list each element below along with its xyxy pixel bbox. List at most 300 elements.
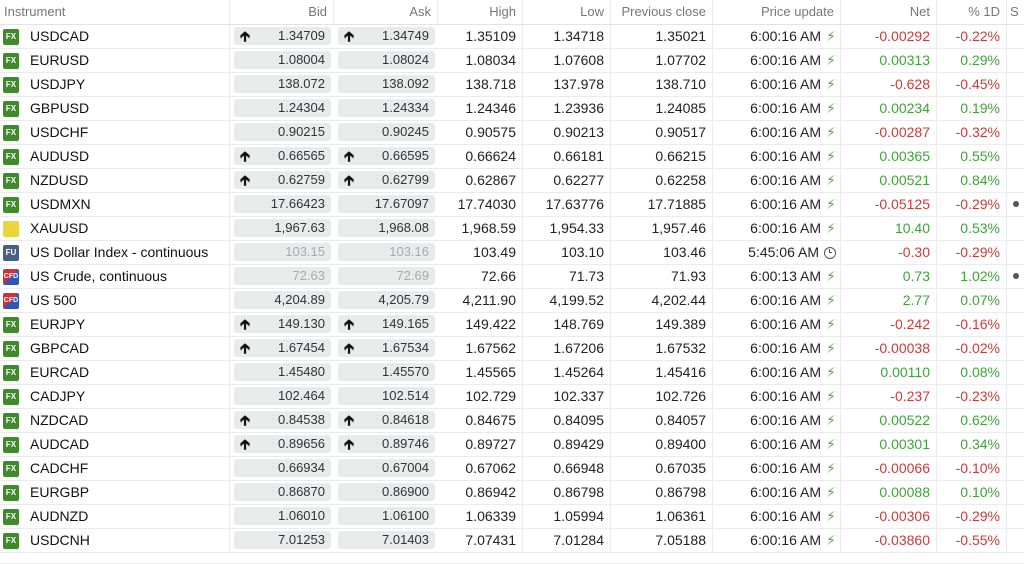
ask-quote-box[interactable] <box>338 339 435 357</box>
instrument-cell[interactable] <box>0 73 230 96</box>
ask-quote-box[interactable] <box>338 27 435 45</box>
extra-cell <box>1007 25 1024 48</box>
instrument-name: US Dollar Index - continuous <box>30 244 209 260</box>
ask-quote-box[interactable] <box>338 315 435 333</box>
ask-value: 1,968.08 <box>378 220 429 235</box>
ask-quote-box[interactable] <box>338 75 435 93</box>
bid-quote-box[interactable] <box>234 99 331 117</box>
bid-cell[interactable] <box>230 169 334 192</box>
instrument-cell[interactable] <box>0 217 230 240</box>
ask-cell[interactable] <box>334 505 438 528</box>
ask-quote-box[interactable] <box>338 387 435 405</box>
ask-cell[interactable] <box>334 49 438 72</box>
up-arrow-icon: 🡱 <box>344 148 355 164</box>
low-value: 0.84095 <box>523 409 611 432</box>
rows-container <box>0 25 1024 553</box>
col-header-low[interactable]: Low <box>523 0 611 24</box>
bid-quote-box[interactable] <box>234 267 331 285</box>
bid-cell[interactable] <box>230 289 334 312</box>
price-update-cell <box>713 217 841 240</box>
ask-quote-box[interactable] <box>338 123 435 141</box>
bolt-icon: ⚡︎ <box>826 436 836 452</box>
previous-close-value: 0.86798 <box>611 481 713 504</box>
extra-cell <box>1007 289 1024 312</box>
price-update-time: 6:00:16 AM <box>750 100 821 116</box>
high-value: 1.35109 <box>438 25 523 48</box>
pct-change-value: 0.07% <box>937 289 1007 312</box>
bid-quote-box[interactable] <box>234 171 331 189</box>
cfd-badge-icon: CFD <box>3 269 19 285</box>
bid-quote-box[interactable] <box>234 195 331 213</box>
instrument-cell[interactable] <box>0 433 230 456</box>
extra-cell <box>1007 457 1024 480</box>
up-arrow-icon: 🡱 <box>240 28 251 44</box>
table-row[interactable] <box>0 409 1024 433</box>
instrument-cell[interactable] <box>0 145 230 168</box>
up-arrow-icon: 🡱 <box>344 28 355 44</box>
extra-cell <box>1007 529 1024 552</box>
bid-cell[interactable] <box>230 505 334 528</box>
ask-value: 4,205.79 <box>378 292 429 307</box>
table-row[interactable] <box>0 49 1024 73</box>
table-row[interactable] <box>0 265 1024 289</box>
extra-cell <box>1007 385 1024 408</box>
pct-change-value: -0.29% <box>937 241 1007 264</box>
bid-cell[interactable] <box>230 457 334 480</box>
price-update-time: 6:00:16 AM <box>750 28 821 44</box>
pct-change-value: -0.29% <box>937 505 1007 528</box>
ask-cell[interactable] <box>334 73 438 96</box>
pct-change-value: -0.45% <box>937 73 1007 96</box>
col-header-price-update[interactable]: Price update <box>713 0 841 24</box>
bid-cell[interactable] <box>230 241 334 264</box>
ask-cell[interactable] <box>334 361 438 384</box>
high-value: 103.49 <box>438 241 523 264</box>
ask-quote-box[interactable] <box>338 171 435 189</box>
ask-value: 0.62799 <box>382 172 429 187</box>
ask-cell[interactable] <box>334 169 438 192</box>
ask-cell[interactable] <box>334 433 438 456</box>
bid-cell[interactable] <box>230 145 334 168</box>
instrument-cell[interactable] <box>0 457 230 480</box>
previous-close-value: 7.05188 <box>611 529 713 552</box>
ask-cell[interactable] <box>334 289 438 312</box>
bid-value: 72.63 <box>292 268 325 283</box>
high-value: 0.89727 <box>438 433 523 456</box>
pct-change-value: -0.32% <box>937 121 1007 144</box>
pct-change-value: 0.84% <box>937 169 1007 192</box>
low-value: 0.89429 <box>523 433 611 456</box>
table-row[interactable] <box>0 361 1024 385</box>
net-change-value: 0.00365 <box>841 145 937 168</box>
up-arrow-icon: 🡱 <box>240 412 251 428</box>
net-change-value: 0.00522 <box>841 409 937 432</box>
price-update-time: 6:00:16 AM <box>750 460 821 476</box>
instrument-cell[interactable] <box>0 169 230 192</box>
net-change-value: -0.00066 <box>841 457 937 480</box>
bid-quote-box[interactable] <box>234 75 331 93</box>
bid-quote-box[interactable] <box>234 51 331 69</box>
ask-quote-box[interactable] <box>338 531 435 549</box>
bid-quote-box[interactable] <box>234 483 331 501</box>
net-change-value: 0.00313 <box>841 49 937 72</box>
instrument-cell[interactable] <box>0 97 230 120</box>
table-row[interactable] <box>0 217 1024 241</box>
price-update-time: 6:00:16 AM <box>750 412 821 428</box>
bid-cell[interactable] <box>230 265 334 288</box>
table-row[interactable] <box>0 145 1024 169</box>
price-update-cell <box>713 481 841 504</box>
pct-change-value: 0.08% <box>937 361 1007 384</box>
bid-cell[interactable] <box>230 49 334 72</box>
instrument-name: EURJPY <box>30 316 86 332</box>
col-header-ask[interactable]: Ask <box>334 0 438 24</box>
col-header-bid[interactable]: Bid <box>230 0 334 24</box>
price-update-time: 6:00:16 AM <box>750 292 821 308</box>
extra-cell <box>1007 169 1024 192</box>
instrument-name: GBPCAD <box>30 340 90 356</box>
ask-quote-box[interactable] <box>338 507 435 525</box>
net-change-value: 0.00301 <box>841 433 937 456</box>
ask-cell[interactable] <box>334 313 438 336</box>
net-change-value: 0.73 <box>841 265 937 288</box>
net-change-value: -0.00292 <box>841 25 937 48</box>
previous-close-value: 4,202.44 <box>611 289 713 312</box>
low-value: 17.63776 <box>523 193 611 216</box>
previous-close-value: 0.90517 <box>611 121 713 144</box>
bid-quote-box[interactable] <box>234 27 331 45</box>
table-row[interactable] <box>0 313 1024 337</box>
table-row[interactable] <box>0 481 1024 505</box>
ask-cell[interactable] <box>334 337 438 360</box>
bid-cell[interactable] <box>230 433 334 456</box>
bid-cell[interactable] <box>230 385 334 408</box>
ask-value: 103.16 <box>389 244 429 259</box>
previous-close-value: 0.84057 <box>611 409 713 432</box>
instrument-cell[interactable] <box>0 241 230 264</box>
ask-value: 17.67097 <box>374 196 429 211</box>
fx-badge-icon: FX <box>3 149 19 165</box>
bid-cell[interactable] <box>230 481 334 504</box>
bid-quote-box[interactable] <box>234 411 331 429</box>
low-value: 1.45264 <box>523 361 611 384</box>
table-row[interactable] <box>0 169 1024 193</box>
instrument-cell[interactable] <box>0 49 230 72</box>
bid-quote-box[interactable] <box>234 291 331 309</box>
price-update-time: 6:00:16 AM <box>750 148 821 164</box>
bid-quote-box[interactable] <box>234 459 331 477</box>
high-value: 0.84675 <box>438 409 523 432</box>
bolt-icon: ⚡︎ <box>826 316 836 332</box>
instrument-name: AUDUSD <box>30 148 90 164</box>
up-arrow-icon: 🡱 <box>240 316 251 332</box>
ask-quote-box[interactable] <box>338 267 435 285</box>
price-update-cell <box>713 25 841 48</box>
price-update-cell <box>713 337 841 360</box>
bid-quote-box[interactable] <box>234 123 331 141</box>
instrument-cell[interactable] <box>0 481 230 504</box>
bid-cell[interactable] <box>230 121 334 144</box>
ask-value: 72.69 <box>396 268 429 283</box>
bid-cell[interactable] <box>230 529 334 552</box>
instrument-name: NZDCAD <box>30 412 89 428</box>
table-row[interactable] <box>0 505 1024 529</box>
bolt-icon: ⚡︎ <box>826 172 836 188</box>
bid-quote-box[interactable] <box>234 219 331 237</box>
previous-close-value: 1.45416 <box>611 361 713 384</box>
bid-quote-box[interactable] <box>234 147 331 165</box>
ask-value: 102.514 <box>382 388 429 403</box>
table-row[interactable] <box>0 433 1024 457</box>
ask-cell[interactable] <box>334 193 438 216</box>
low-value: 148.769 <box>523 313 611 336</box>
low-value: 1.07608 <box>523 49 611 72</box>
ask-value: 1.67534 <box>382 340 429 355</box>
table-row[interactable] <box>0 97 1024 121</box>
bid-value: 0.90215 <box>278 124 325 139</box>
price-update-time: 6:00:13 AM <box>750 268 821 284</box>
ask-value: 1.08024 <box>382 52 429 67</box>
fx-badge-icon: FX <box>3 389 19 405</box>
col-header-extra[interactable]: S <box>1010 4 1019 19</box>
bid-quote-box[interactable] <box>234 387 331 405</box>
instrument-name: XAUUSD <box>30 220 89 236</box>
previous-close-value: 1.24085 <box>611 97 713 120</box>
ask-cell[interactable] <box>334 529 438 552</box>
bolt-icon: ⚡︎ <box>826 100 836 116</box>
instrument-cell[interactable] <box>0 361 230 384</box>
ask-quote-box[interactable] <box>338 99 435 117</box>
bid-value: 1.45480 <box>278 364 325 379</box>
low-value: 1,954.33 <box>523 217 611 240</box>
ask-quote-box[interactable] <box>338 195 435 213</box>
bid-value: 17.66423 <box>270 196 325 211</box>
pct-change-value: -0.10% <box>937 457 1007 480</box>
price-update-time: 6:00:16 AM <box>750 220 821 236</box>
price-update-time: 6:00:16 AM <box>750 436 821 452</box>
bid-value: 7.01253 <box>278 532 325 547</box>
bid-quote-box[interactable] <box>234 531 331 549</box>
bid-cell[interactable] <box>230 25 334 48</box>
instrument-name: NZDUSD <box>30 172 89 188</box>
col-header-previous-close[interactable]: Previous close <box>611 0 713 24</box>
price-update-time: 6:00:16 AM <box>750 76 821 92</box>
price-update-cell <box>713 265 841 288</box>
bolt-icon: ⚡︎ <box>826 412 836 428</box>
price-update-cell <box>713 505 841 528</box>
ask-cell[interactable] <box>334 25 438 48</box>
table-row[interactable] <box>0 457 1024 481</box>
ask-quote-box[interactable] <box>338 459 435 477</box>
instrument-cell[interactable] <box>0 505 230 528</box>
high-value: 138.718 <box>438 73 523 96</box>
high-value: 1.24346 <box>438 97 523 120</box>
bid-cell[interactable] <box>230 73 334 96</box>
bid-cell[interactable] <box>230 217 334 240</box>
instrument-cell[interactable] <box>0 409 230 432</box>
bolt-icon: ⚡︎ <box>826 388 836 404</box>
ask-value: 1.06100 <box>382 508 429 523</box>
ask-value: 138.092 <box>382 76 429 91</box>
up-arrow-icon: 🡱 <box>344 172 355 188</box>
table-row[interactable] <box>0 289 1024 313</box>
extra-cell <box>1007 217 1024 240</box>
ask-cell[interactable] <box>334 409 438 432</box>
instrument-cell[interactable] <box>0 265 230 288</box>
pct-change-value: -0.23% <box>937 385 1007 408</box>
price-update-cell <box>713 49 841 72</box>
instrument-cell[interactable] <box>0 385 230 408</box>
instrument-cell[interactable] <box>0 121 230 144</box>
price-update-time: 6:00:16 AM <box>750 196 821 212</box>
ask-cell[interactable] <box>334 481 438 504</box>
ask-quote-box[interactable] <box>338 147 435 165</box>
bid-quote-box[interactable] <box>234 507 331 525</box>
instrument-name: USDJPY <box>30 76 86 92</box>
ask-cell[interactable] <box>334 385 438 408</box>
low-value: 1.67206 <box>523 337 611 360</box>
table-row[interactable] <box>0 193 1024 217</box>
ask-quote-box[interactable] <box>338 219 435 237</box>
extra-cell <box>1007 49 1024 72</box>
price-update-time: 5:45:06 AM <box>748 244 819 260</box>
ask-quote-box[interactable] <box>338 483 435 501</box>
bid-quote-box[interactable] <box>234 243 331 261</box>
high-value: 0.66624 <box>438 145 523 168</box>
price-update-time: 6:00:16 AM <box>750 484 821 500</box>
instrument-cell[interactable] <box>0 193 230 216</box>
price-update-cell <box>713 193 841 216</box>
ask-value: 0.90245 <box>382 124 429 139</box>
status-dot-icon <box>1013 201 1019 207</box>
extra-cell <box>1007 337 1024 360</box>
bolt-icon: ⚡︎ <box>826 148 836 164</box>
bid-quote-box[interactable] <box>234 363 331 381</box>
previous-close-value: 1.35021 <box>611 25 713 48</box>
net-change-value: -0.00038 <box>841 337 937 360</box>
table-row[interactable] <box>0 337 1024 361</box>
fx-badge-icon: FX <box>3 101 19 117</box>
price-update-cell <box>713 97 841 120</box>
high-value: 0.90575 <box>438 121 523 144</box>
instrument-cell[interactable] <box>0 313 230 336</box>
ask-quote-box[interactable] <box>338 435 435 453</box>
price-update-cell <box>713 457 841 480</box>
bolt-icon: ⚡︎ <box>826 28 836 44</box>
table-row[interactable] <box>0 529 1024 553</box>
instrument-cell[interactable] <box>0 25 230 48</box>
ask-quote-box[interactable] <box>338 363 435 381</box>
table-row[interactable] <box>0 385 1024 409</box>
bid-quote-box[interactable] <box>234 339 331 357</box>
high-value: 149.422 <box>438 313 523 336</box>
bid-quote-box[interactable] <box>234 435 331 453</box>
high-value: 1,968.59 <box>438 217 523 240</box>
ask-value: 0.89746 <box>382 436 429 451</box>
extra-cell <box>1007 433 1024 456</box>
extra-cell <box>1007 481 1024 504</box>
ask-quote-box[interactable] <box>338 243 435 261</box>
up-arrow-icon: 🡱 <box>240 436 251 452</box>
previous-close-value: 0.89400 <box>611 433 713 456</box>
price-update-cell <box>713 169 841 192</box>
instrument-name: AUDNZD <box>30 508 89 524</box>
col-header-pct-1d[interactable]: % 1D <box>937 0 1007 24</box>
bid-cell[interactable] <box>230 337 334 360</box>
cfd-badge-icon: CFD <box>3 293 19 309</box>
fx-badge-icon: FX <box>3 29 19 45</box>
pct-change-value: 0.62% <box>937 409 1007 432</box>
pct-change-value: 0.29% <box>937 49 1007 72</box>
ask-quote-box[interactable] <box>338 291 435 309</box>
price-update-cell <box>713 73 841 96</box>
table-row[interactable] <box>0 25 1024 49</box>
high-value: 0.67062 <box>438 457 523 480</box>
bid-quote-box[interactable] <box>234 315 331 333</box>
bid-value: 149.130 <box>278 316 325 331</box>
net-change-value: 0.00110 <box>841 361 937 384</box>
pct-change-value: -0.55% <box>937 529 1007 552</box>
table-row[interactable] <box>0 241 1024 265</box>
col-header-high[interactable]: High <box>438 0 523 24</box>
instrument-cell[interactable] <box>0 289 230 312</box>
price-update-cell <box>713 313 841 336</box>
ask-cell[interactable] <box>334 217 438 240</box>
low-value: 71.73 <box>523 265 611 288</box>
low-value: 0.66948 <box>523 457 611 480</box>
bid-cell[interactable] <box>230 313 334 336</box>
instrument-name: EURCAD <box>30 364 90 380</box>
ask-cell[interactable] <box>334 457 438 480</box>
previous-close-value: 102.726 <box>611 385 713 408</box>
bid-cell[interactable] <box>230 361 334 384</box>
bid-value: 0.62759 <box>278 172 325 187</box>
bid-cell[interactable] <box>230 193 334 216</box>
table-row[interactable] <box>0 121 1024 145</box>
col-header-instrument[interactable]: Instrument <box>0 0 230 24</box>
price-update-cell <box>713 361 841 384</box>
instrument-cell[interactable] <box>0 337 230 360</box>
ask-cell[interactable] <box>334 265 438 288</box>
fx-badge-icon: FX <box>3 413 19 429</box>
up-arrow-icon: 🡱 <box>344 316 355 332</box>
fx-badge-icon: FX <box>3 365 19 381</box>
table-row[interactable] <box>0 73 1024 97</box>
ask-cell[interactable] <box>334 145 438 168</box>
pct-change-value: 0.55% <box>937 145 1007 168</box>
price-update-time: 6:00:16 AM <box>750 532 821 548</box>
bid-cell[interactable] <box>230 409 334 432</box>
col-header-net[interactable]: Net <box>841 0 937 24</box>
bid-cell[interactable] <box>230 97 334 120</box>
bid-value: 103.15 <box>285 244 325 259</box>
high-value: 0.86942 <box>438 481 523 504</box>
bid-value: 0.86870 <box>278 484 325 499</box>
bid-value: 1.06010 <box>278 508 325 523</box>
price-update-time: 6:00:16 AM <box>750 340 821 356</box>
ask-quote-box[interactable] <box>338 51 435 69</box>
instrument-cell[interactable] <box>0 529 230 552</box>
ask-cell[interactable] <box>334 97 438 120</box>
bolt-icon: ⚡︎ <box>826 124 836 140</box>
bolt-icon: ⚡︎ <box>826 220 836 236</box>
extra-cell <box>1007 97 1024 120</box>
ask-cell[interactable] <box>334 121 438 144</box>
bid-value: 0.84538 <box>278 412 325 427</box>
ask-quote-box[interactable] <box>338 411 435 429</box>
price-update-time: 6:00:16 AM <box>750 124 821 140</box>
ask-cell[interactable] <box>334 241 438 264</box>
